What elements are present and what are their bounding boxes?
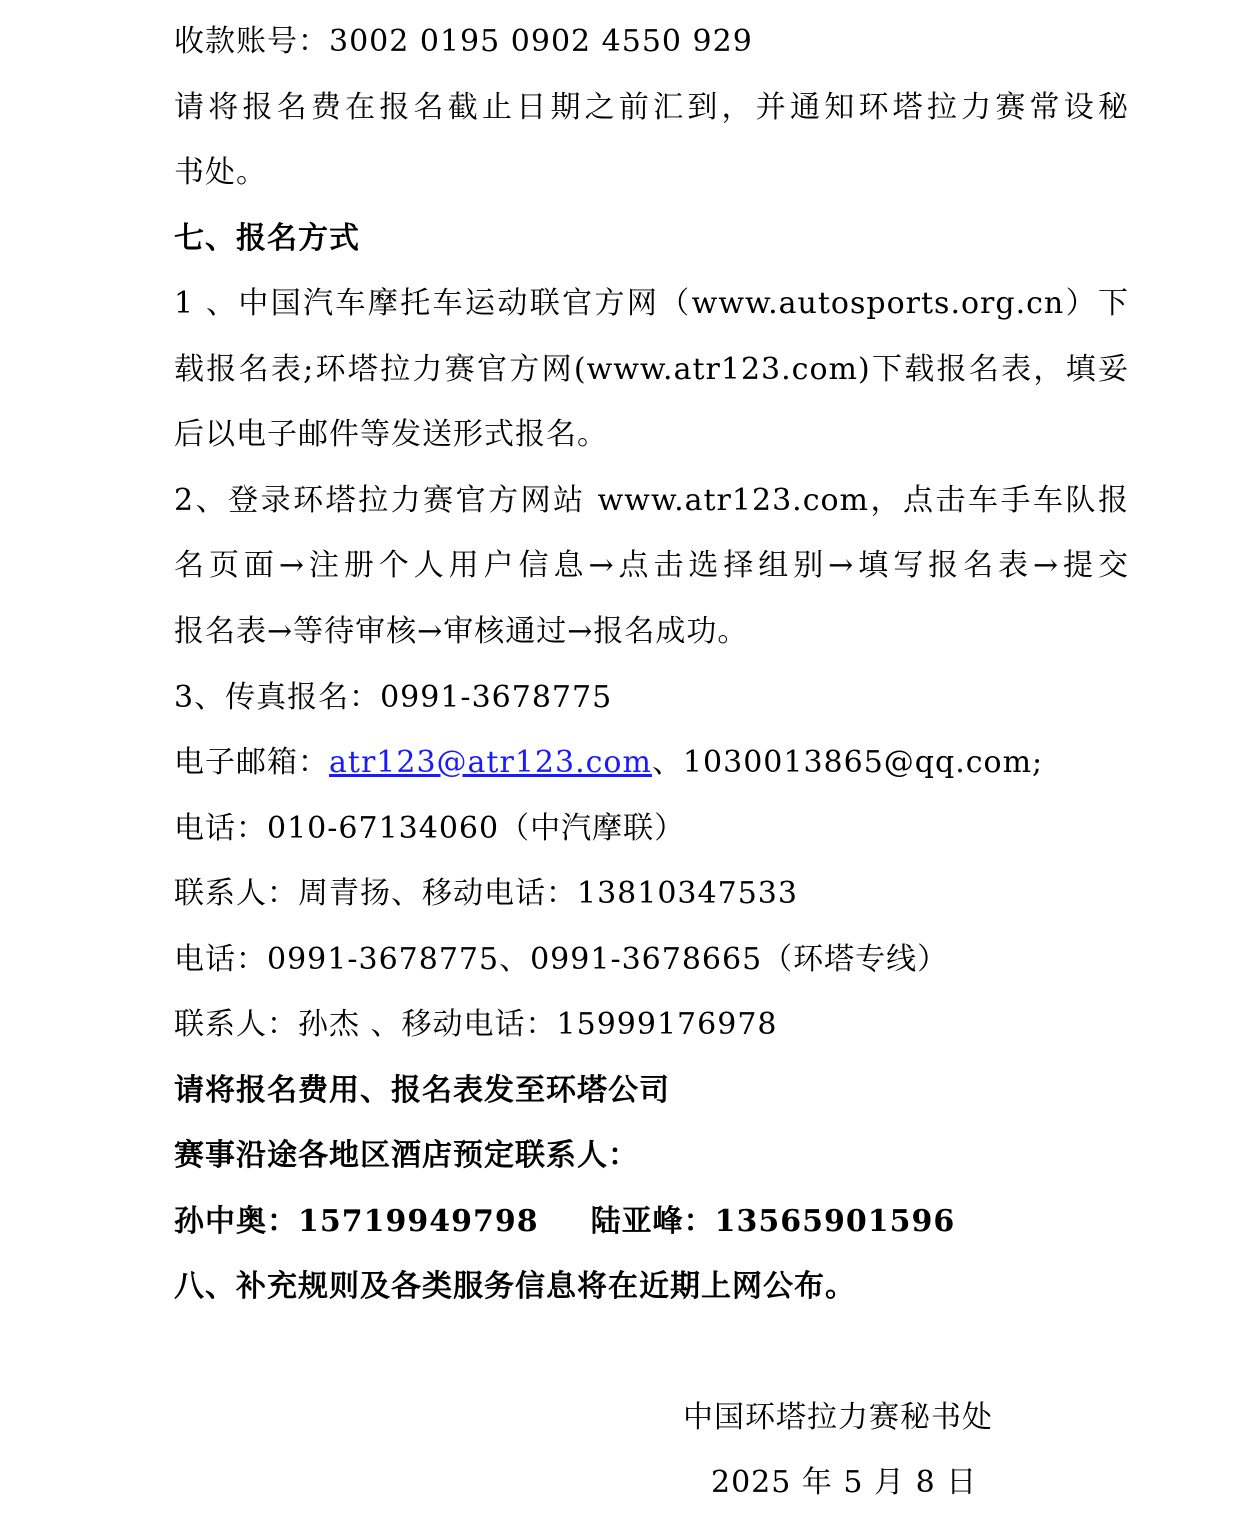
method1-line1: 1 、中国汽车摩托车运动联官方网（www.autosports.org.cn）下 <box>174 286 1129 321</box>
method2-line3: 报名表→等待审核→审核通过→报名成功。 <box>174 614 749 649</box>
method3-fax: 3、传真报名：0991-3678775 <box>174 680 613 715</box>
contact2-line: 联系人：孙杰 、移动电话：15999176978 <box>174 1007 778 1042</box>
email-label: 电子邮箱： <box>174 745 329 780</box>
hotel-heading: 赛事沿途各地区酒店预定联系人： <box>174 1138 639 1173</box>
send-note: 请将报名费用、报名表发至环塔公司 <box>174 1073 670 1108</box>
section7-heading: 七、报名方式 <box>174 221 360 256</box>
email-line <box>174 743 1043 783</box>
email-rest: 、1030013865@qq.com; <box>651 745 1044 780</box>
payment-note-line2: 书处。 <box>174 155 267 190</box>
account-number: 3002 0195 0902 4550 929 <box>329 24 753 59</box>
email-link[interactable]: atr123@atr123.com <box>329 745 652 780</box>
hotel-contact-1: 孙中奥：15719949798 <box>174 1204 539 1239</box>
method1-line3: 后以电子邮件等发送形式报名。 <box>174 417 608 452</box>
phone2-line: 电话：0991-3678775、0991-3678665（环塔专线） <box>174 942 949 977</box>
method1-line2: 载报名表;环塔拉力赛官方网(www.atr123.com)下载报名表，填妥 <box>174 352 1129 387</box>
signature-date: 2025 年 5 月 8 日 <box>711 1465 978 1500</box>
phone1-line: 电话：010-67134060（中汽摩联） <box>174 811 686 846</box>
account-label: 收款账号： <box>174 24 329 59</box>
signature-org: 中国环塔拉力赛秘书处 <box>683 1400 993 1435</box>
hotel-contacts-line <box>174 1202 955 1242</box>
account-line <box>174 22 753 62</box>
section8-heading: 八、补充规则及各类服务信息将在近期上网公布。 <box>174 1269 856 1304</box>
payment-note-line1: 请将报名费在报名截止日期之前汇到，并通知环塔拉力赛常设秘 <box>174 90 1129 125</box>
contact1-line: 联系人：周青扬、移动电话：13810347533 <box>174 876 798 911</box>
method2-line2: 名页面→注册个人用户信息→点击选择组别→填写报名表→提交 <box>174 548 1129 583</box>
method2-line1: 2、登录环塔拉力赛官方网站 www.atr123.com，点击车手车队报 <box>174 483 1129 518</box>
hotel-contact-2: 陆亚峰：13565901596 <box>590 1204 956 1239</box>
